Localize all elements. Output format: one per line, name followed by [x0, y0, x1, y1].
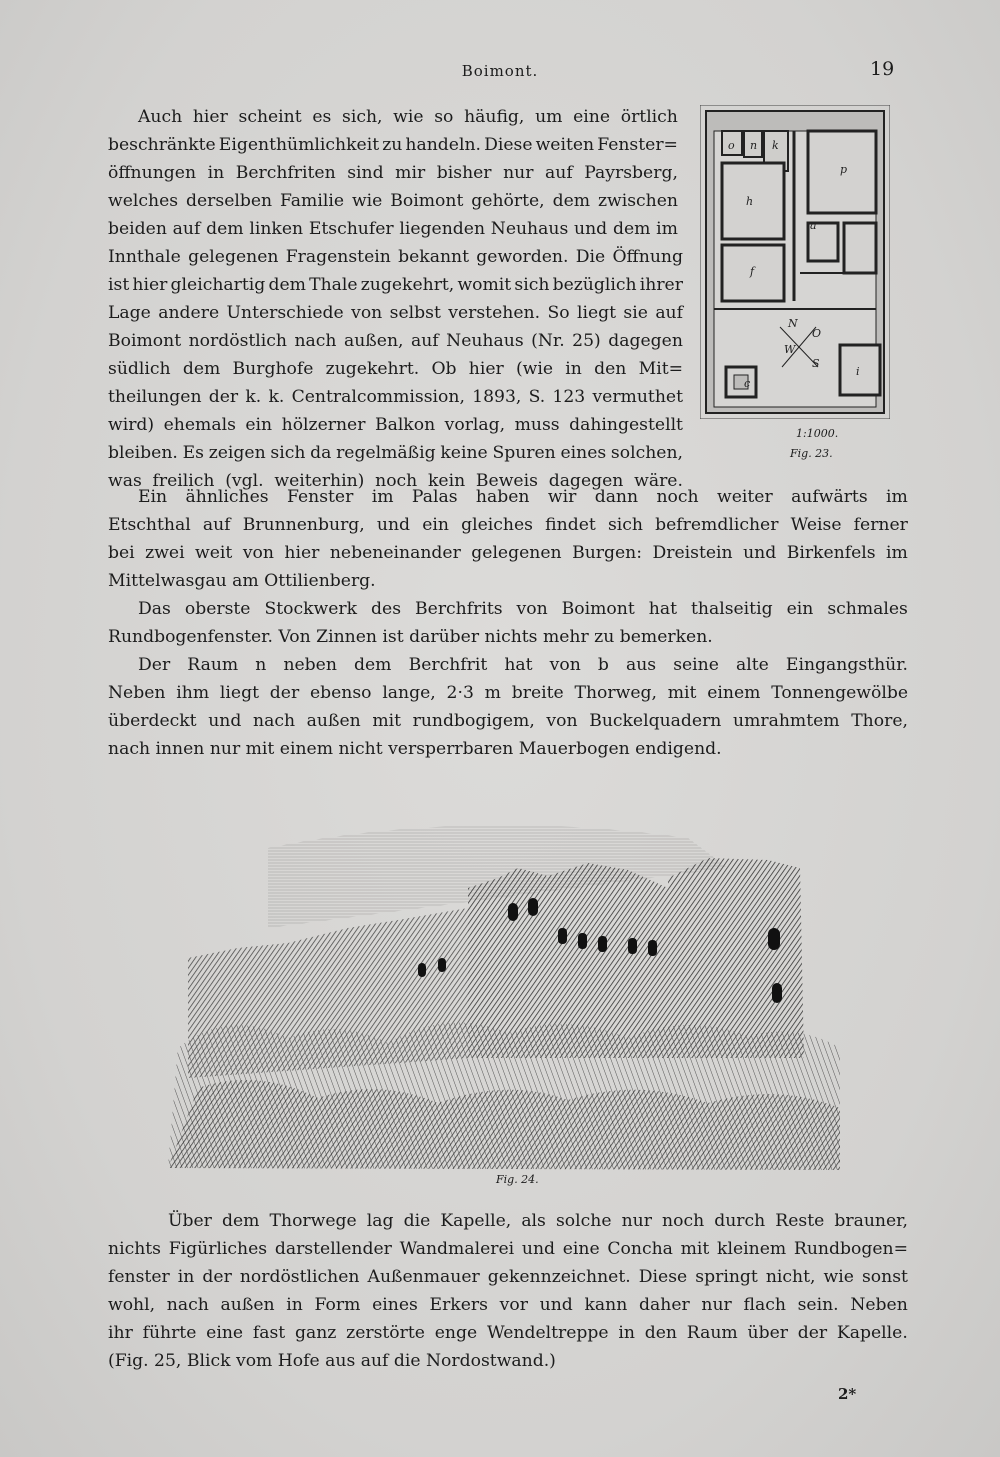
- plan-label: i: [856, 365, 860, 378]
- text-line: beschränkte Eigenthümlichkeit zu handeln. Diese weiten Fenster=: [108, 135, 678, 155]
- text-line: nichts Figürliches darstellender Wandmalerei und eine Concha mit kleinem Rundbogen=: [108, 1239, 908, 1259]
- running-header: Boimont.: [461, 62, 539, 80]
- page-number: 19: [870, 58, 895, 80]
- plan-label: N: [788, 317, 798, 330]
- text-line: ist hier gleichartig dem Thale zugekehrt, womit sich bezüglich ihrer: [108, 275, 683, 295]
- castle-ruin-illustration: [168, 808, 840, 1170]
- text-line: Etschthal auf Brunnenburg, und ein gleiches findet sich befremdlicher Weise ferner: [108, 515, 908, 535]
- plan-label: p: [840, 163, 848, 176]
- text-line: Mittelwasgau am Ottilienberg.: [108, 571, 376, 591]
- text-line: Innthale gelegenen Fragenstein bekannt geworden. Die Öffnung: [108, 247, 683, 267]
- plan-label: n: [750, 139, 758, 152]
- text-line: nach innen nur mit einem nicht versperrbaren Mauerbogen endigend.: [108, 739, 722, 759]
- text-line: Neben ihm liegt der ebenso lange, 2·3 m breite Thorweg, mit einem Tonnengewölbe: [108, 683, 908, 703]
- text-line: öffnungen in Berchfriten sind mir bisher nur auf Payrsberg,: [108, 163, 678, 183]
- text-line: Rundbogenfenster. Von Zinnen ist darüber nichts mehr zu bemerken.: [108, 627, 713, 647]
- plan-scale: 1:1000.: [796, 427, 839, 440]
- text-line: südlich dem Burghofe zugekehrt. Ob hier (wie in den Mit=: [108, 359, 683, 379]
- text-line: überdeckt und nach außen mit rundbogigem, von Buckelquadern umrahmtem Thore,: [108, 711, 908, 731]
- text-line: was freilich (vgl. weiterhin) noch kein Beweis dagegen wäre.: [108, 471, 683, 491]
- plan-label: k: [772, 139, 779, 152]
- text-line: Der Raum n neben dem Berchfrit hat von b aus seine alte Eingangsthür.: [138, 655, 908, 675]
- text-line: beiden auf dem linken Etschufer liegenden Neuhaus und dem im: [108, 219, 678, 239]
- figure-23-caption: Fig. 23.: [790, 447, 833, 460]
- text-line: Auch hier scheint es sich, wie so häufig, um eine örtlich: [138, 107, 678, 127]
- text-line: bleiben. Es zeigen sich da regelmäßig keine Spuren eines solchen,: [108, 443, 683, 463]
- plan-label: f: [750, 265, 755, 278]
- text-line: wohl, nach außen in Form eines Erkers vor und kann daher nur flach sein. Neben: [108, 1295, 908, 1315]
- text-line: (Fig. 25, Blick vom Hofe aus auf die Nordostwand.): [108, 1351, 556, 1371]
- plan-label: O: [812, 327, 822, 340]
- plan-label: h: [746, 195, 754, 208]
- text-line: bei zwei weit von hier nebeneinander gelegenen Burgen: Dreistein und Birkenfels im: [108, 543, 908, 563]
- text-line: Lage andere Unterschiede von selbst verstehen. So liegt sie auf: [108, 303, 683, 323]
- plan-label: W: [784, 343, 796, 356]
- text-line: fenster in der nordöstlichen Außenmauer gekennzeichnet. Diese springt nicht, wie sonst: [108, 1267, 908, 1287]
- plan-label: a: [810, 219, 817, 232]
- floor-plan-figure: [700, 105, 890, 419]
- text-line: welches derselben Familie wie Boimont gehörte, dem zwischen: [108, 191, 678, 211]
- text-line: Ein ähnliches Fenster im Palas haben wir dann noch weiter aufwärts im: [138, 487, 908, 507]
- plan-label: S: [812, 357, 820, 370]
- plan-label: o: [728, 139, 735, 152]
- text-line: wird) ehemals ein hölzerner Balkon vorlag, muss dahingestellt: [108, 415, 683, 435]
- text-line: Über dem Thorwege lag die Kapelle, als solche nur noch durch Reste brauner,: [168, 1211, 908, 1231]
- figure-24-caption: Fig. 24.: [496, 1173, 539, 1186]
- text-line: Boimont nordöstlich nach außen, auf Neuhaus (Nr. 25) dagegen: [108, 331, 683, 351]
- plan-label: c: [744, 377, 751, 390]
- text-line: Das oberste Stockwerk des Berchfrits von Boimont hat thalseitig ein schmales: [138, 599, 908, 619]
- text-line: theilungen der k. k. Centralcommission, 1893, S. 123 vermuthet: [108, 387, 683, 407]
- signature-mark: 2*: [838, 1385, 857, 1403]
- text-line: ihr führte eine fast ganz zerstörte enge Wendeltreppe in den Raum über der Kapelle.: [108, 1323, 908, 1343]
